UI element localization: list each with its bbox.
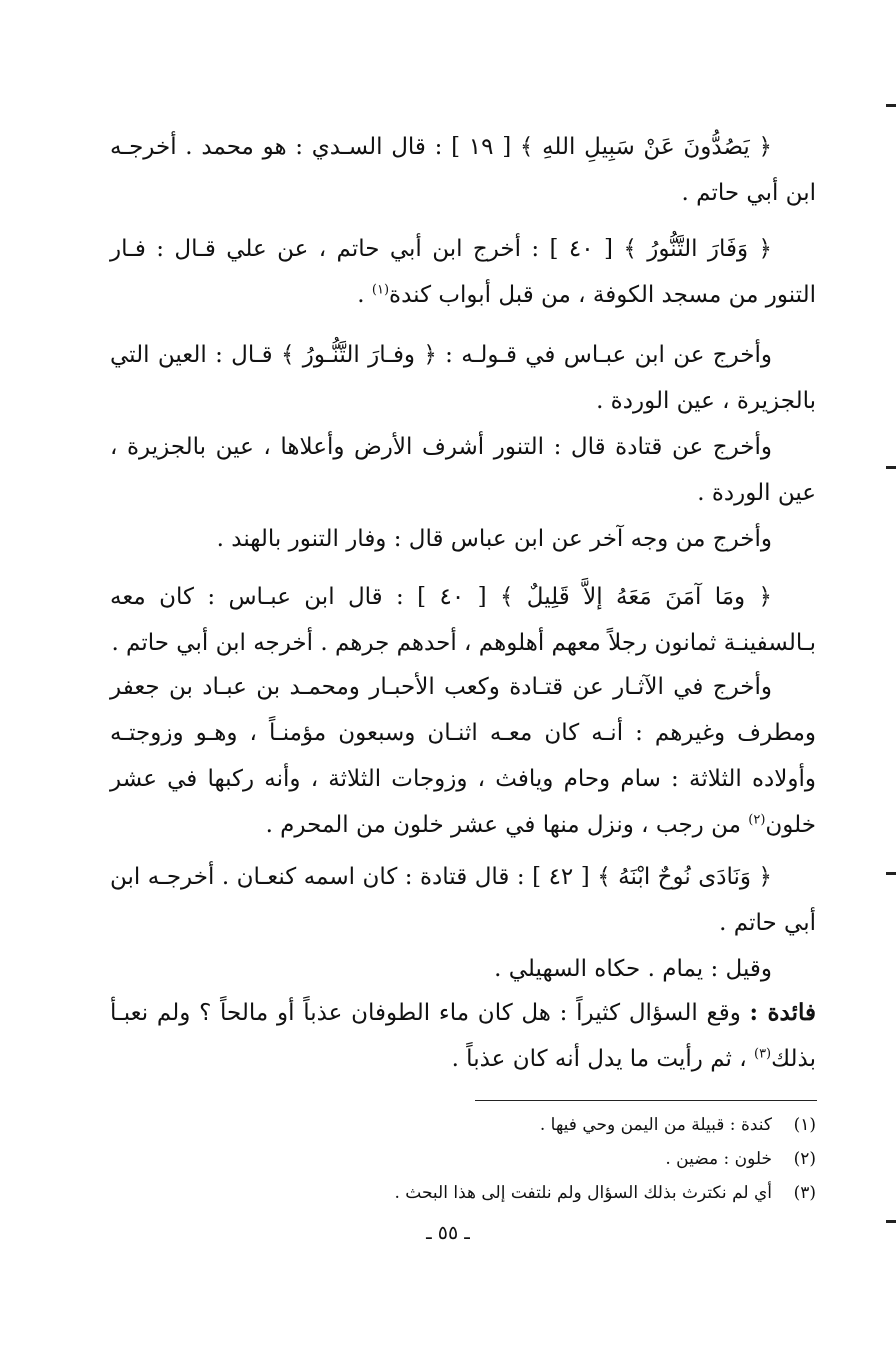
paragraph-text: وأخرج من وجه آخر عن ابن عباس قال : وفار التنور بالهند . (216, 526, 772, 552)
paragraph-6 (110, 574, 816, 666)
footnote-text: خلون : مضين . (665, 1149, 772, 1169)
footnote-number: (٢) (793, 1149, 816, 1169)
paragraph-1 (110, 124, 816, 216)
paragraph-5 (110, 516, 816, 562)
footnotes (386, 1108, 816, 1210)
footnote-2 (386, 1142, 816, 1176)
paragraph-text: وأخرج عن ابن عبـاس في قـولـه : ﴿ وفـارَ التَّنُّـورُ ﴾ قـال : العين التي بالجزيرة ، عين الوردة . (110, 342, 816, 414)
paragraph-text: وقع السؤال كثيراً : هل كان ماء الطوفان عذباً أو مالحاً ؟ ولم نعبـأ بذلك (110, 1000, 816, 1072)
footnote-number: (٣) (793, 1183, 816, 1203)
paragraph-text: وقيل : يمام . حكاه السهيلي . (494, 956, 772, 982)
paragraph-3 (110, 332, 816, 424)
paragraph-4 (110, 424, 816, 516)
paragraph-text: وأخرج في الآثـار عن قتـادة وكعب الأحبـار ومحمـد بن عبـاد بن جعفر ومطرف وغيرهم : أنـه كان معـه اثنـان وسبعون مؤمنـاً ، وهـو وزوجتـه وأولاده الثلاثة : سام وحام ويافث ، وزوجات الثلاثة ، وأنه ركبها في عشر خلون (110, 674, 816, 838)
footnote-ref: (٢) (748, 812, 766, 828)
note-label: فائدة : (749, 999, 816, 1026)
quran-verse: ﴿ وَنَادَى نُوحٌ ابْنَهُ ﴾ (597, 864, 772, 890)
quran-verse: ﴿ وَفَارَ التَّنُّورُ ﴾ (623, 236, 772, 262)
quran-verse: ﴿ يَصُدُّونَ عَنْ سَبِيلِ اللهِ ﴾ (519, 134, 772, 160)
paragraph-tail: ، ثم رأيت ما يدل أنه كان عذباً . (451, 1046, 754, 1072)
page-number: ـ ٥٥ ـ (426, 1222, 470, 1244)
edge-mark (886, 1220, 896, 1223)
paragraph-9 (110, 946, 816, 992)
footnote-3 (386, 1176, 816, 1210)
paragraph-text: وأخرج عن قتادة قال : التنور أشرف الأرض وأعلاها ، عين بالجزيرة ، عين الوردة . (110, 434, 816, 506)
paragraph-7 (110, 664, 816, 848)
paragraph-10 (110, 990, 816, 1082)
footnote-number: (١) (793, 1115, 816, 1135)
paragraph-tail: . (357, 282, 372, 308)
paragraph-text: [ ٤٠ ] : أخرج ابن أبي حاتم ، عن علي قـال : فـار التنور من مسجد الكوفة ، من قبل أبواب كندة (110, 236, 816, 308)
paragraph-8 (110, 854, 816, 946)
footnote-text: أي لم نكترث بذلك السؤال ولم نلتفت إلى هذا البحث . (394, 1183, 772, 1203)
edge-mark (886, 466, 896, 469)
paragraph-text: [ ١٩ ] : قال السـدي : هو محمد . أخرجـه ابن أبي حاتم . (110, 134, 816, 206)
paragraph-tail: من رجب ، ونزل منها في عشر خلون من المحرم . (265, 812, 749, 838)
footnote-1 (386, 1108, 816, 1142)
paragraph-text: [ ٤٢ ] : قال قتادة : كان اسمه كنعـان . أخرجـه ابن أبي حاتم . (110, 864, 816, 936)
quran-verse: ﴿ ومَا آمَنَ مَعَهُ إلاَّ قَلِيلٌ ﴾ (499, 584, 772, 610)
paragraph-2 (110, 226, 816, 318)
edge-mark (886, 872, 896, 875)
footnote-ref: (٣) (753, 1046, 772, 1062)
footnote-divider (475, 1100, 817, 1101)
footnote-ref: (١) (371, 282, 390, 298)
edge-mark (886, 104, 896, 107)
footnote-text: كندة : قبيلة من اليمن وحي فيها . (539, 1115, 772, 1135)
paragraph-text: [ ٤٠ ] : قال ابن عبـاس : كان معه بـالسفينـة ثمانون رجلاً معهم أهلوهم ، أحدهم جرهم . أخرجه ابن أبي حاتم . (110, 584, 816, 656)
